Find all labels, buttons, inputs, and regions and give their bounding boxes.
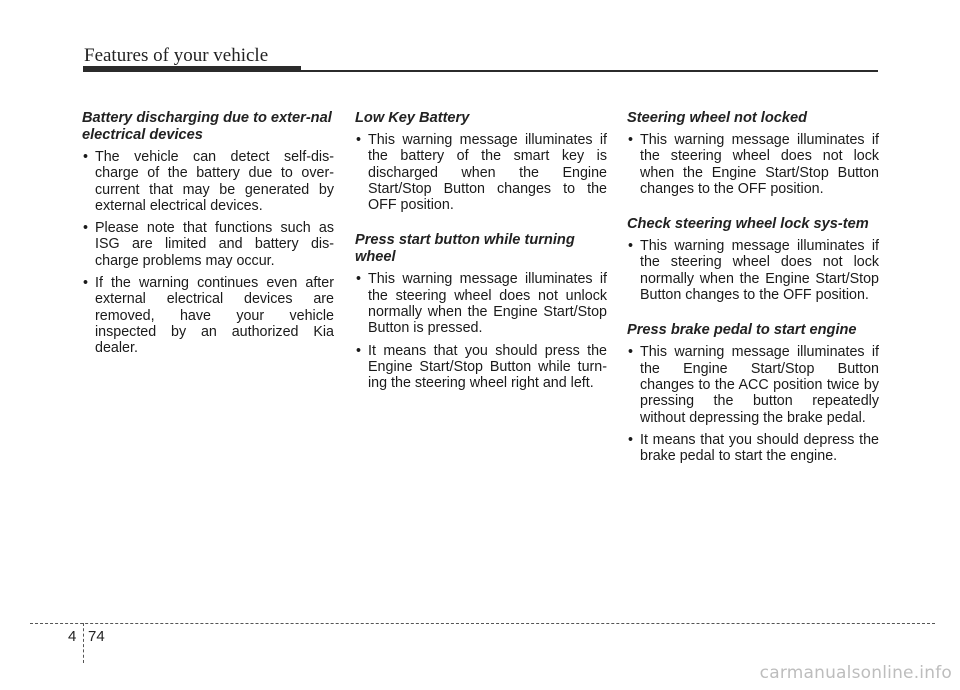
bullet-list xyxy=(627,238,879,303)
header-title: Features of your vehicle xyxy=(84,45,269,66)
bullet-item: • It means that you should depress the brake pedal to start the engine. xyxy=(627,432,879,465)
header-rule-thick xyxy=(83,66,301,72)
column-2 xyxy=(355,110,607,398)
bullet-item: • The vehicle can detect self-dis-charge of the battery due to over-current that may be generated by external electrical devices. xyxy=(82,149,334,214)
section-battery-discharging xyxy=(82,110,334,357)
bullet-item: • This warning message illuminates if the steering wheel does not unlock normally when the Engine Start/Stop Button is pressed. xyxy=(355,271,607,336)
footer-divider xyxy=(83,623,84,663)
section-press-brake-pedal xyxy=(627,322,879,464)
section-low-key-battery xyxy=(355,110,607,213)
bullet-list xyxy=(627,132,879,197)
chapter-number: 4 xyxy=(68,628,77,645)
bullet-list xyxy=(82,149,334,357)
bullet-item: • It means that you should press the Engine Start/Stop Button while turn-ing the steering wheel right and left. xyxy=(355,343,607,392)
page-number: 74 xyxy=(88,628,105,645)
bullet-item: • This warning message illuminates if the Engine Start/Stop Button changes to the ACC position twice by pressing the button repeatedly without depressing the brake pedal. xyxy=(627,344,879,425)
footer-rule xyxy=(30,623,935,624)
section-title: Check steering wheel lock sys-tem xyxy=(627,216,869,233)
bullet-item: • Please note that functions such as ISG are limited and battery dis-charge problems may occur. xyxy=(82,220,334,269)
bullet-list xyxy=(355,132,607,213)
bullet-list xyxy=(627,344,879,464)
bullet-item: • This warning message illuminates if the steering wheel does not lock when the Engine Start/Stop Button changes to the OFF position. xyxy=(627,132,879,197)
bullet-item: • This warning message illuminates if the battery of the smart key is discharged when the Engine Start/Stop Button changes to the OFF position. xyxy=(355,132,607,213)
section-press-start-button xyxy=(355,232,607,391)
section-title: Low Key Battery xyxy=(355,110,470,126)
column-1 xyxy=(82,110,334,363)
section-title: Press brake pedal to start engine xyxy=(627,322,857,339)
bullet-item: • If the warning continues even after external electrical devices are removed, have your vehicle inspected by an authorized Kia dealer. xyxy=(82,275,334,356)
bullet-list xyxy=(355,271,607,391)
section-title: Battery discharging due to exter-nal electrical devices xyxy=(82,110,332,143)
column-3 xyxy=(627,110,879,470)
section-title: Steering wheel not locked xyxy=(627,110,808,126)
header-rule-thin xyxy=(301,70,878,72)
section-steering-not-locked xyxy=(627,110,879,197)
section-check-steering-lock xyxy=(627,216,879,303)
section-title: Press start button while turning wheel xyxy=(355,232,575,266)
bullet-item: • This warning message illuminates if the steering wheel does not lock normally when the Engine Start/Stop Button changes to the OFF position. xyxy=(627,238,879,303)
watermark: carmanualsonline.info xyxy=(759,663,952,683)
